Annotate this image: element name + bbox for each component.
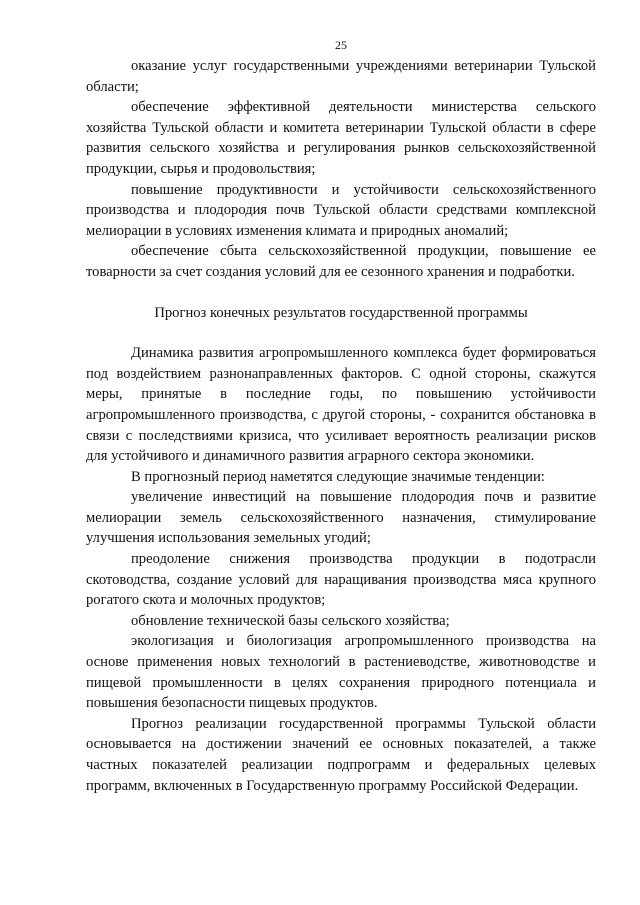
paragraph-technical-base: обновление технической базы сельского хозяйства; — [131, 612, 450, 629]
paragraph-productivity: повышение продуктивности и устойчивости сельскохозяйственного производства и плодородия почв Тульской области средствами комплексной мелиорации в условиях изменения климата и природных аномалий; — [86, 181, 596, 239]
paragraph-veterinary-services: оказание услуг государственными учреждениями ветеринарии Тульской области; — [86, 58, 596, 95]
paragraph-trends-intro: В прогнозный период наметятся следующие значимые тенденции: — [131, 468, 545, 485]
paragraph-cattle: преодоление снижения производства продукции в подотрасли скотоводства, создание условий для наращивания производства мяса крупного рогатого скота и молочных продуктов; — [86, 551, 596, 609]
document-page — [86, 38, 596, 796]
paragraph-dynamics: Динамика развития агропромышленного комплекса будет формироваться под воздействием разнонаправленных факторов. С одной стороны, скажутся меры, принятые в последние годы, по повышению устойчивости агропромышленного производства, с другой стороны, - сохранится обстановка в связи с последствиями кризиса, что усиливает вероятность реализации рисков для устойчивого и динамичного развития аграрного сектора экономики. — [86, 345, 596, 465]
paragraph-forecast: Прогноз реализации государственной программы Тульской области основывается на достижении значений ее основных показателей, а также частных показателей реализации подпрограмм и федеральных целевых программ, включенных в Государственную программу Российской Федерации. — [86, 715, 596, 794]
page-number: 25 — [335, 38, 347, 52]
paragraph-sales: обеспечение сбыта сельскохозяйственной продукции, повышение ее товарности за счет создания условий для ее сезонного хранения и подработки. — [86, 243, 596, 280]
paragraph-ministry-activity: обеспечение эффективной деятельности министерства сельского хозяйства Тульской области и комитета ветеринарии Тульской области в сфере развития сельского хозяйства и регулирования рынков сельскохозяйственной продукции, сырья и продовольствия; — [86, 99, 596, 177]
section-heading: Прогноз конечных результатов государственной программы — [154, 304, 528, 321]
paragraph-ecologization: экологизация и биологизация агропромышленного производства на основе применения новых технологий в растениеводстве, животноводстве и пищевой промышленности в целях сохранения природного потенциала и повышения безопасности пищевых продуктов. — [86, 633, 596, 712]
paragraph-investments: увеличение инвестиций на повышение плодородия почв и развитие мелиорации земель сельскохозяйственного назначения, стимулирование улучшения использования земельных угодий; — [86, 489, 596, 547]
